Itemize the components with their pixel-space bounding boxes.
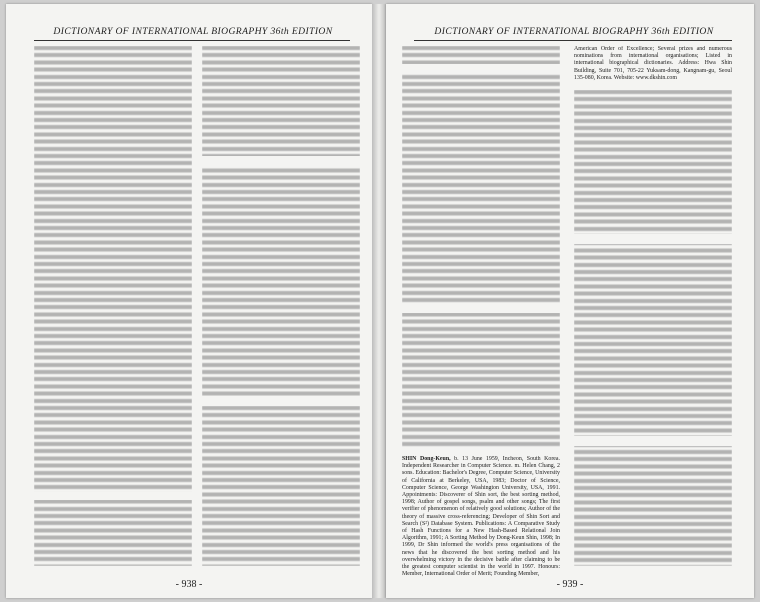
paragraph-gap: [202, 396, 360, 406]
book-gutter: [372, 4, 386, 598]
blurred-text-block: [34, 46, 192, 566]
entry-name: SHIN Dong-Keun,: [402, 456, 451, 462]
left-page: [6, 4, 372, 598]
page-number-right: - 939 -: [556, 579, 584, 590]
entry-body: b. 13 June 1959, Incheon, South Korea. Independent Researcher in Computer Science. m. Helen Chang, 2 sons. Education: Bachelor's Degree, Computer Science, University of California at Berkeley, USA, 1983; Doctor of Science, Computer Science, George Washington University, USA, 1991. Appointments: Discoverer of Shin sort, the best sorting method, 1998; Author of gospel songs, psalm and other songs; The first verifier of phenomenon of relatively good solutions; Author of the theory of massive cross-referencing; Developer of Shin Sort and Search (S²) Database System. Publications: A Comparative Study of Hash Functions for a New Hash-Based Relational Join Algorithm, 1991; A Sorting Method by Dong-Keun Shin, 1998; In 1999, Dr Shin informed the world's press organisations of the news that he discovered the best sorting method and his overwhelming victory in the decisive battle after claiming to be the greatest computer scientist in the world in 1997. Honours: Member, International Order of Merit; Founding Member,: [402, 456, 560, 578]
header-rule-left: [34, 40, 350, 41]
biography-entry-shin-dong-keun: [402, 456, 560, 582]
blurred-text-block: [202, 46, 360, 566]
blurred-text-block: [402, 46, 560, 448]
left-page-column-2: [202, 46, 360, 566]
paragraph-gap: [574, 234, 732, 244]
paragraph-gap: [402, 64, 560, 73]
running-head-left: DICTIONARY OF INTERNATIONAL BIOGRAPHY 36th EDITION: [53, 26, 333, 37]
page-number-left: - 938 -: [175, 579, 203, 590]
right-page-column-2: [574, 90, 732, 566]
paragraph-gap: [402, 304, 560, 313]
continuation-paragraph: American Order of Excellence; Several prizes and numerous nominations from international organisations; Listed in international biographical dictionaries. Address: Hwa Shin Building, Suite 701, 705-22 Yuksam-dong, Kangnam-gu, Seoul 135-080, Korea. Website: www.dkshin.com: [574, 46, 732, 81]
right-page-column-1: [402, 46, 560, 448]
paragraph-gap: [202, 156, 360, 166]
header-rule-right: [414, 40, 732, 41]
left-page-column-1: [34, 46, 192, 566]
blurred-text-block: [574, 90, 732, 566]
right-page: [386, 4, 754, 598]
running-head-right: DICTIONARY OF INTERNATIONAL BIOGRAPHY 36th EDITION: [434, 26, 714, 37]
paragraph-gap: [574, 436, 732, 446]
paragraph-gap: [34, 492, 192, 500]
